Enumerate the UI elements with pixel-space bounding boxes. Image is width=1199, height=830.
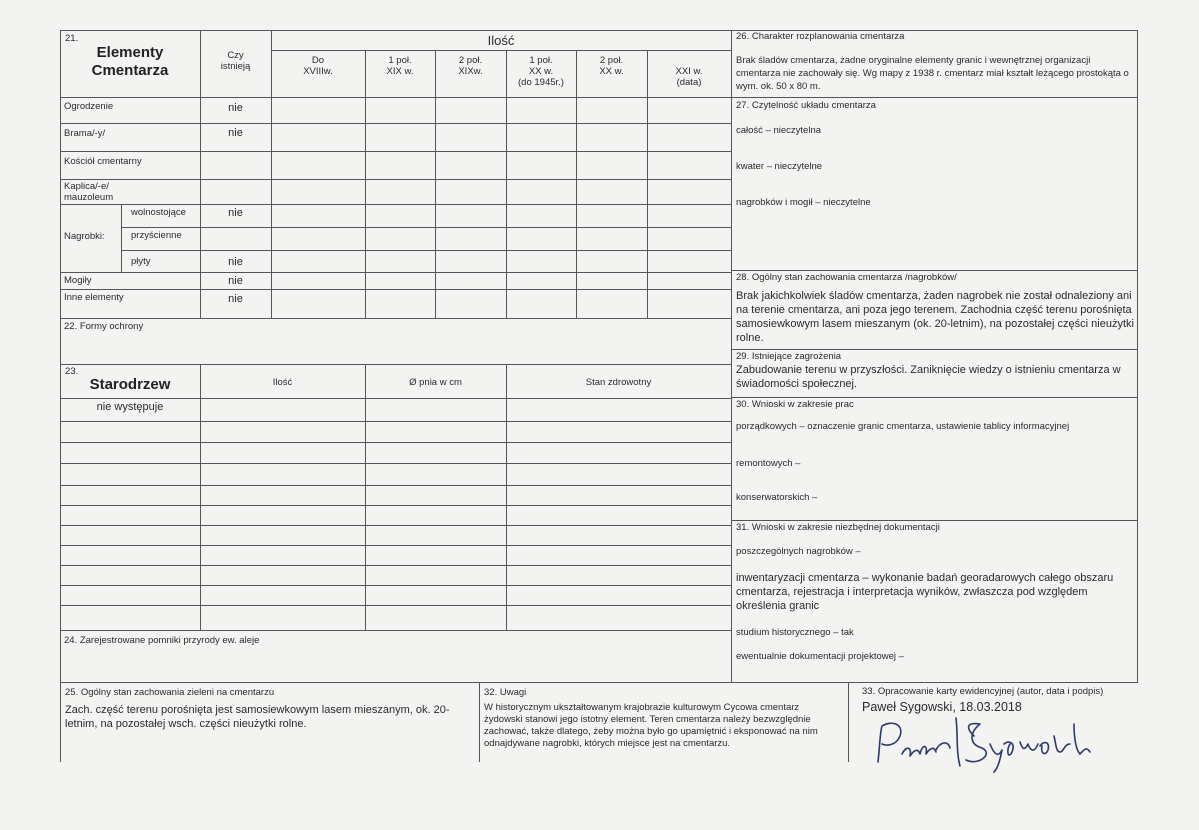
section-33-author: Paweł Sygowski, 18.03.2018 — [862, 700, 1022, 714]
section-26-text: Brak śladów cmentarza, żadne oryginalne elementy granic i wewnętrznej organizacji cmentarza nie zachowały się. Wg mapy z 1938 r. cmentarz miał kształt leżącego prostokąta o wym. ok. 50 x 80 m. — [736, 55, 1129, 92]
period-header-1: Do XVIIIw. — [303, 55, 333, 77]
section-21-title-line1: Elementy — [96, 44, 164, 61]
row-plyty-value: nie — [228, 256, 243, 268]
section-23-title: Starodrzew — [89, 376, 171, 393]
section-24-label: 24. Zarejestrowane pomniki przyrody ew. aleje — [64, 635, 260, 646]
starodrzew-col-diameter: Ø pnia w cm — [409, 377, 462, 388]
row-mogily-label: Mogiły — [64, 275, 92, 286]
row-brama-label: Brama/-y/ — [64, 128, 106, 139]
section-33-label: 33. Opracowanie karty ewidencyjnej (autor, data i podpis) — [862, 686, 1104, 697]
row-mogily-value: nie — [228, 275, 243, 287]
section-30-item-2: remontowych – — [736, 458, 801, 469]
section-26-label: 26. Charakter rozplanowania cmentarza — [736, 31, 905, 42]
row-kosciol-label: Kościół cmentarny — [64, 156, 142, 167]
section-25-text: Zach. część terenu porośnięta jest samosiewkowym lasem mieszanym, ok. 20-letnim, na pozostałej wsch. części nieużytki rolne. — [65, 704, 450, 730]
section-28-label: 28. Ogólny stan zachowania cmentarza /nagrobków/ — [736, 272, 957, 283]
row-ogrodzenie-label: Ogrodzenie — [64, 101, 114, 112]
section-32-label: 32. Uwagi — [484, 687, 527, 698]
row-wolnostojace-value: nie — [228, 207, 243, 219]
section-30-item-3: konserwatorskich – — [736, 492, 818, 503]
section-21-title-line2: Cmentarza — [91, 62, 169, 79]
section-31-item-4: ewentualnie dokumentacji projektowej – — [736, 651, 904, 662]
section-23-number: 23. — [65, 366, 79, 377]
section-27-label: 27. Czytelność układu cmentarza — [736, 100, 876, 111]
row-plyty-label: płyty — [131, 256, 151, 267]
period-header-2: 1 poł. XIX w. — [386, 55, 414, 77]
border-bottom-main — [60, 682, 1138, 683]
section-28-text: Brak jakichkolwiek śladów cmentarza, żaden nagrobek nie został odnaleziony ani na terenie cmentarza, ani poza jego terenem. Zachodnia część terenu porośnięta samosiewkowym lasem mieszanym (ok. 20-letnim), na pozostałej części nieużytki rolne. — [736, 290, 1134, 344]
period-header-5: 2 poł. XX w. — [599, 55, 624, 77]
section-31-label: 31. Wnioski w zakresie niezbędnej dokumentacji — [736, 522, 940, 533]
period-header-4: 1 poł. XX w. (do 1945r.) — [518, 55, 564, 88]
starodrzew-value: nie występuje — [96, 401, 164, 413]
row-kaplica-label: Kaplica/-e/ mauzoleum — [64, 181, 114, 203]
section-31-item-1: poszczególnych nagrobków – — [736, 546, 861, 557]
section-29-label: 29. Istniejące zagrożenia — [736, 351, 842, 362]
section-22-label: 22. Formy ochrony — [64, 321, 144, 332]
column-divider — [731, 30, 732, 682]
section-31-item-3: studium historycznego – tak — [736, 627, 854, 638]
row-wolnostojace-label: wolnostojące — [131, 207, 186, 218]
row-ogrodzenie-value: nie — [228, 102, 243, 114]
col-quantity-header: Ilość — [487, 33, 515, 48]
section-29-text: Zabudowanie terenu w przyszłości. Zaniknięcie wiedzy o istnieniu cmentarza w świadomości społecznej. — [736, 364, 1121, 390]
section-31-item-2: inwentaryzacji cmentarza – wykonanie badań georadarowych całego obszaru cmentarza, rejestracja i interpretacja wyników, zwłaszcza pod względem określenia granic — [736, 572, 1114, 612]
section-30-item-1: porządkowych – oznaczenie granic cmentarza, ustawienie tablicy informacyjnej — [736, 421, 1070, 432]
section-27-item-2: kwater – nieczytelne — [736, 161, 823, 172]
row-inne-label: Inne elementy — [64, 292, 124, 303]
starodrzew-col-health: Stan zdrowotny — [585, 377, 652, 388]
section-27-item-1: całość – nieczytelna — [736, 125, 822, 136]
border-right — [1137, 30, 1138, 682]
row-przyscienne-label: przyścienne — [131, 230, 182, 241]
period-header-3: 2 poł. XIXw. — [458, 55, 483, 77]
starodrzew-col-quantity: Ilość — [272, 377, 293, 388]
section-25-label: 25. Ogólny stan zachowania zieleni na cmentarzu — [65, 687, 275, 698]
section-30-label: 30. Wnioski w zakresie prac — [736, 399, 854, 410]
section-32-text: W historycznym ukształtowanym krajobrazie kulturowym Cycowa cmentarz żydowski stanowi jego istotny element. Teren cmentarza należy bezwzględnie zachować, także dlatego, żeby można było go upamiętnić i eksponować na nim odnajdywane nagrobki, których miejsce jest na cmentarzu. — [484, 702, 818, 749]
border-top — [60, 30, 1138, 31]
row-nagrobki-label: Nagrobki: — [64, 231, 105, 242]
section-27-item-3: nagrobków i mogił – nieczytelne — [736, 197, 871, 208]
period-header-6: XXI w. (data) — [675, 66, 703, 88]
row-inne-value: nie — [228, 293, 243, 305]
row-brama-value: nie — [228, 127, 243, 139]
section-21-number: 21. — [65, 33, 79, 44]
handwritten-signature — [870, 714, 1105, 774]
col-exists-header: Czy istnieją — [220, 50, 251, 72]
